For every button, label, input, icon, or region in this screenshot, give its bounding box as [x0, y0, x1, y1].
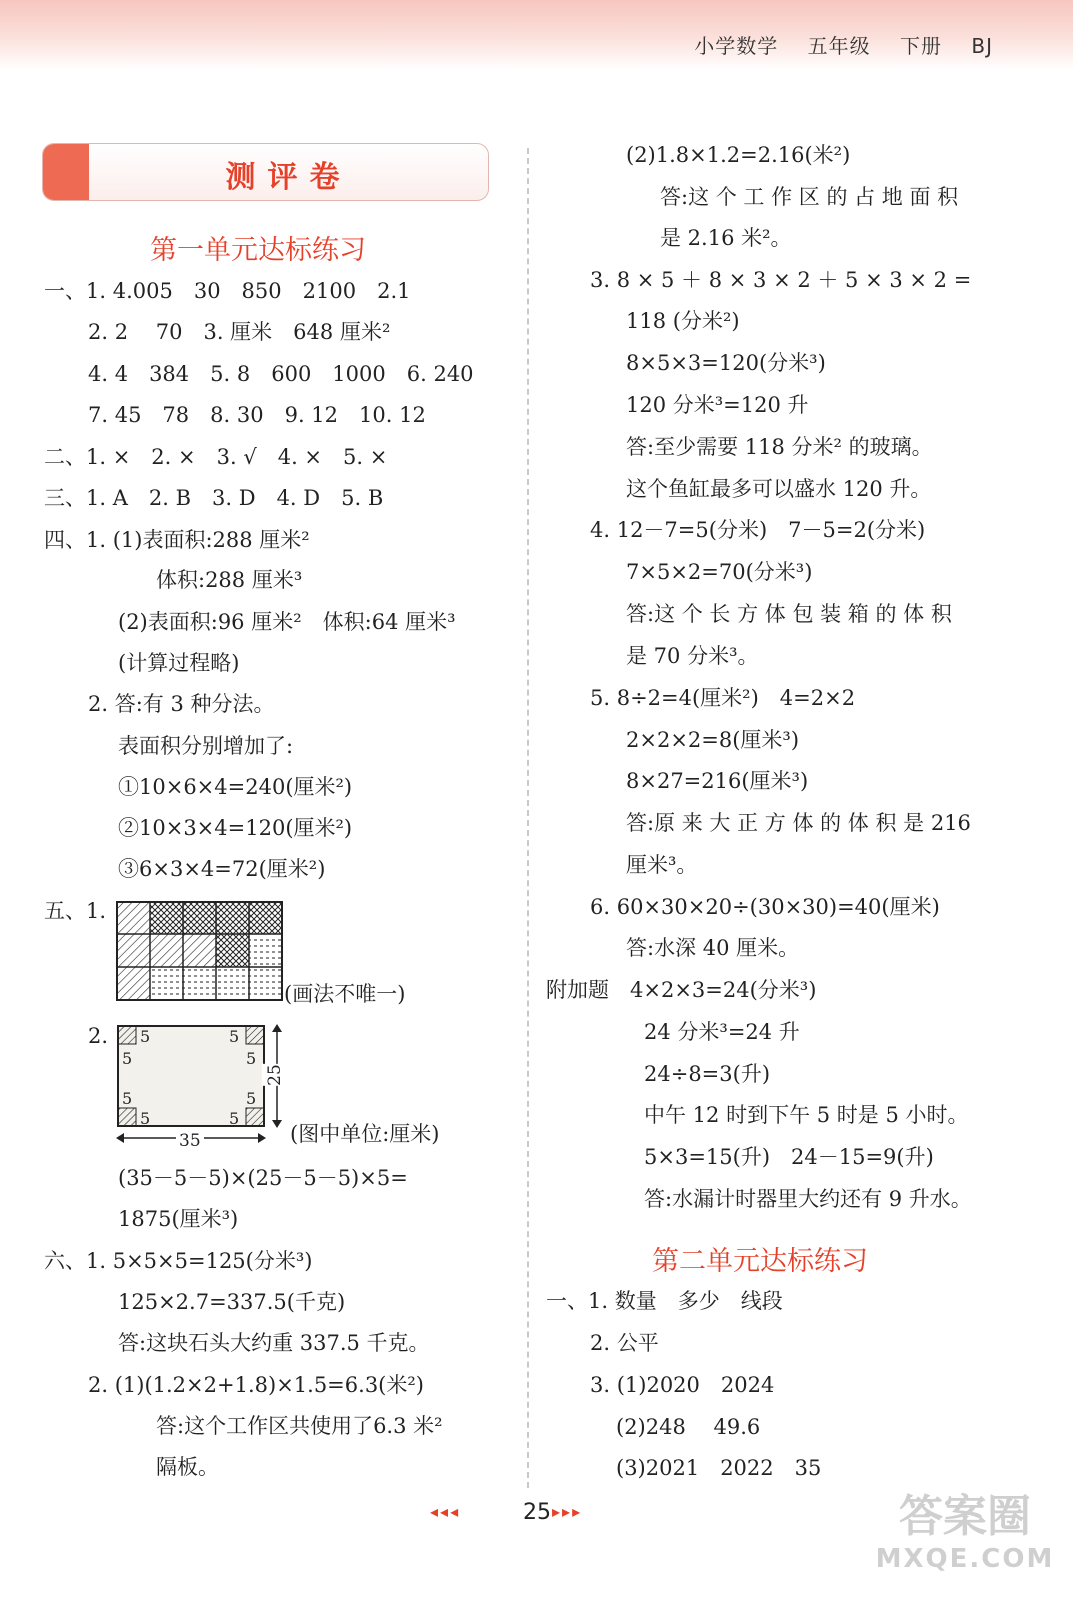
- unit1-title: 第一单元达标练习: [150, 235, 366, 266]
- answer-line: 一、1. 4.005 30 850 2100 2.1: [44, 279, 411, 303]
- answer-line: 24 分米³=24 升: [644, 1020, 800, 1044]
- dim-label: 5: [246, 1049, 257, 1068]
- answer-line: 答:这 个 工 作 区 的 占 地 面 积: [660, 185, 959, 209]
- answer-line: 隔板。: [156, 1455, 219, 1479]
- answer-line: 4. 12－7=5(分米) 7－5=2(分米): [590, 518, 926, 542]
- answer-line: 8×27=216(厘米³): [626, 769, 809, 793]
- answer-line: 2.: [88, 1024, 109, 1048]
- answer-line: ②10×3×4=120(厘米²): [118, 816, 353, 840]
- answer-line: 答:这个工作区共使用了6.3 米²: [156, 1414, 443, 1438]
- page-number: 25: [523, 1500, 551, 1525]
- answer-line: 2. 答:有 3 种分法。: [88, 692, 275, 716]
- answer-line: 7. 45 78 8. 30 9. 12 10. 12: [88, 403, 426, 427]
- answer-line: 中午 12 时到下午 5 时是 5 小时。: [644, 1103, 969, 1127]
- answer-line: (2)1.8×1.2=2.16(米²): [626, 143, 851, 167]
- answer-line: 表面积分别增加了:: [118, 734, 294, 758]
- watermark-logo: [870, 1480, 1060, 1590]
- answer-line: 2. 公平: [590, 1331, 659, 1355]
- answer-line: 是 70 分米³。: [626, 644, 759, 668]
- answer-line: 五、1.: [44, 899, 107, 923]
- answer-line: 答:水深 40 厘米。: [626, 936, 800, 960]
- answer-line: 四、1. (1)表面积:288 厘米²: [44, 528, 310, 552]
- unit2-title: 第二单元达标练习: [652, 1246, 868, 1277]
- watermark-url: MXQE.COM: [875, 1544, 1055, 1574]
- answer-line: 4. 4 384 5. 8 600 1000 6. 240: [88, 362, 474, 386]
- dim-label: 5: [229, 1109, 240, 1128]
- dim-label: 5: [140, 1027, 151, 1046]
- answer-line: 118 (分米²): [626, 309, 740, 333]
- answer-line: 答:这块石头大约重 337.5 千克。: [118, 1331, 430, 1355]
- answer-line: 5×3=15(升) 24－15=9(升): [644, 1145, 934, 1169]
- header-grade: 五年级: [807, 34, 871, 58]
- dim-label: 5: [246, 1089, 257, 1108]
- answer-line: 3. (1)2020 2024: [590, 1373, 775, 1397]
- answer-line: 附加题 4×2×3=24(分米³): [546, 978, 817, 1002]
- answer-line: 是 2.16 米²。: [660, 226, 792, 250]
- answer-line: (画法不唯一): [284, 982, 406, 1006]
- answer-line: 120 分米³=120 升: [626, 393, 809, 417]
- book-header: [672, 30, 993, 59]
- answer-line: 7×5×2=70(分米³): [626, 560, 813, 584]
- answer-line: 答:至少需要 118 分米² 的玻璃。: [626, 435, 933, 459]
- answer-line: 2. 2 70 3. 厘米 648 厘米²: [88, 320, 391, 344]
- answer-line: 一、1. 数量 多少 线段: [546, 1289, 783, 1313]
- answer-line: (图中单位:厘米): [290, 1122, 440, 1146]
- answer-line: 6. 60×30×20÷(30×30)=40(厘米): [590, 895, 940, 919]
- answer-line: 5. 8÷2=4(厘米²) 4=2×2: [590, 686, 856, 710]
- header-edition: BJ: [971, 34, 993, 58]
- answer-line: ①10×6×4=240(厘米²): [118, 775, 353, 799]
- answer-line: 8×5×3=120(分米³): [626, 351, 826, 375]
- answer-line: 3. 8 × 5 ＋ 8 × 3 × 2 ＋ 5 × 3 × 2 =: [590, 268, 972, 292]
- answer-line: 这个鱼缸最多可以盛水 120 升。: [626, 477, 932, 501]
- answer-line: (35－5－5)×(25－5－5)×5=: [118, 1166, 408, 1190]
- answer-line: 厘米³。: [626, 853, 698, 877]
- answer-line: 体积:288 厘米³: [156, 568, 303, 592]
- answer-line: 2×2×2=8(厘米³): [626, 728, 800, 752]
- answer-line: (计算过程略): [118, 651, 240, 675]
- answer-line: (2)248 49.6: [616, 1415, 761, 1439]
- width-label: 35: [176, 1128, 204, 1154]
- answer-line: (2)表面积:96 厘米² 体积:64 厘米³: [118, 610, 456, 634]
- partition-grid-figure: [116, 901, 284, 1001]
- banner-title: 测评卷: [225, 160, 352, 195]
- answer-line: (3)2021 2022 35: [616, 1456, 822, 1480]
- prev-arrows-icon: ◂◂◂: [430, 1502, 461, 1521]
- height-label: 25: [262, 1064, 288, 1086]
- answer-line: 三、1. A 2. B 3. D 4. D 5. B: [44, 486, 384, 510]
- answer-line: 24÷8=3(升): [644, 1062, 771, 1086]
- answer-line: 125×2.7=337.5(千克): [118, 1290, 346, 1314]
- header-volume: 下册: [900, 34, 943, 58]
- section-banner: [42, 143, 489, 201]
- answer-line: 答:水漏计时器里大约还有 9 升水。: [644, 1187, 972, 1211]
- dim-label: 5: [122, 1049, 133, 1068]
- next-arrows-icon: ▸▸▸: [552, 1502, 583, 1521]
- answer-line: ③6×3×4=72(厘米²): [118, 857, 326, 881]
- banner-tab: [43, 144, 89, 200]
- dim-label: 5: [229, 1027, 240, 1046]
- answer-line: 六、1. 5×5×5=125(分米³): [44, 1249, 313, 1273]
- answer-line: 2. (1)(1.2×2+1.8)×1.5=6.3(米²): [88, 1373, 424, 1397]
- header-subject: 小学数学: [694, 34, 779, 58]
- column-divider: [527, 148, 529, 1488]
- dim-label: 5: [122, 1089, 133, 1108]
- answer-line: 答:这 个 长 方 体 包 装 箱 的 体 积: [626, 602, 952, 626]
- answer-line: 答:原 来 大 正 方 体 的 体 积 是 216: [626, 811, 971, 835]
- answer-line: 二、1. × 2. × 3. √ 4. × 5. ×: [44, 445, 388, 469]
- answer-line: 1875(厘米³): [118, 1207, 239, 1231]
- watermark-text: 答案圈: [899, 1491, 1031, 1542]
- dim-label: 5: [140, 1109, 151, 1128]
